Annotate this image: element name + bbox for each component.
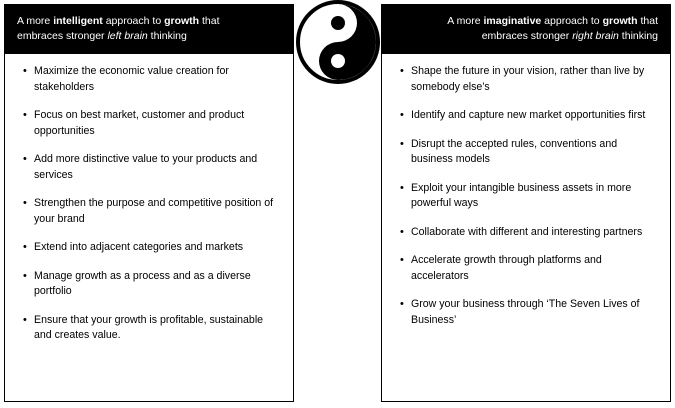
right-header-line1-bold1: imaginative xyxy=(483,15,542,27)
left-brain-panel xyxy=(4,4,294,402)
list-item: • Add more distinctive value to your products and services xyxy=(23,152,277,183)
yin-yang-icon xyxy=(296,0,380,84)
right-panel-header xyxy=(382,5,670,54)
list-item: • Collaborate with different and interesting partners xyxy=(400,225,654,241)
list-item: • Maximize the economic value creation for stakeholders xyxy=(23,64,277,95)
left-header-line1-bold2: growth xyxy=(164,15,200,27)
right-bullet-list xyxy=(400,64,654,328)
list-item: • Focus on best market, customer and product opportunities xyxy=(23,108,277,139)
right-header-line1-pre: A more xyxy=(447,15,484,27)
list-item: • Disrupt the accepted rules, conventions and business models xyxy=(400,137,654,168)
list-item: • Shape the future in your vision, rather than live by somebody else’s xyxy=(400,64,654,95)
right-panel-body xyxy=(382,54,670,334)
left-header-line1-bold1: intelligent xyxy=(53,15,103,27)
right-header-line2-pre: embraces stronger xyxy=(481,30,573,42)
list-item: • Manage growth as a process and as a diverse portfolio xyxy=(23,269,277,300)
left-header-line2-italic: left brain xyxy=(107,30,148,42)
list-item: • Exploit your intangible business assets in more powerful ways xyxy=(400,181,654,212)
list-item: • Strengthen the purpose and competitive position of your brand xyxy=(23,196,277,227)
left-header-line1-pre: A more xyxy=(17,15,54,27)
right-header-line1-mid: approach to xyxy=(541,15,603,27)
left-panel-header xyxy=(5,5,293,54)
list-item: • Extend into adjacent categories and markets xyxy=(23,240,277,256)
right-header-line1-post: that xyxy=(637,15,658,27)
list-item: • Ensure that your growth is profitable, sustainable and creates value. xyxy=(23,313,277,344)
left-header-line1-mid: approach to xyxy=(102,15,165,27)
left-header-line2-post: thinking xyxy=(147,30,187,42)
right-header-line2-post: thinking xyxy=(618,30,658,42)
right-brain-panel xyxy=(381,4,671,402)
left-bullet-list xyxy=(23,64,277,344)
right-header-line2-italic: right brain xyxy=(572,30,619,42)
left-header-line2-pre: embraces stronger xyxy=(17,30,108,42)
list-item: • Accelerate growth through platforms and accelerators xyxy=(400,253,654,284)
left-panel-body xyxy=(5,54,293,350)
list-item: • Grow your business through ‘The Seven Lives of Business’ xyxy=(400,297,654,328)
right-header-line1-bold2: growth xyxy=(602,15,638,27)
list-item: • Identify and capture new market opportunities first xyxy=(400,108,654,124)
left-header-line1-post: that xyxy=(199,15,220,27)
